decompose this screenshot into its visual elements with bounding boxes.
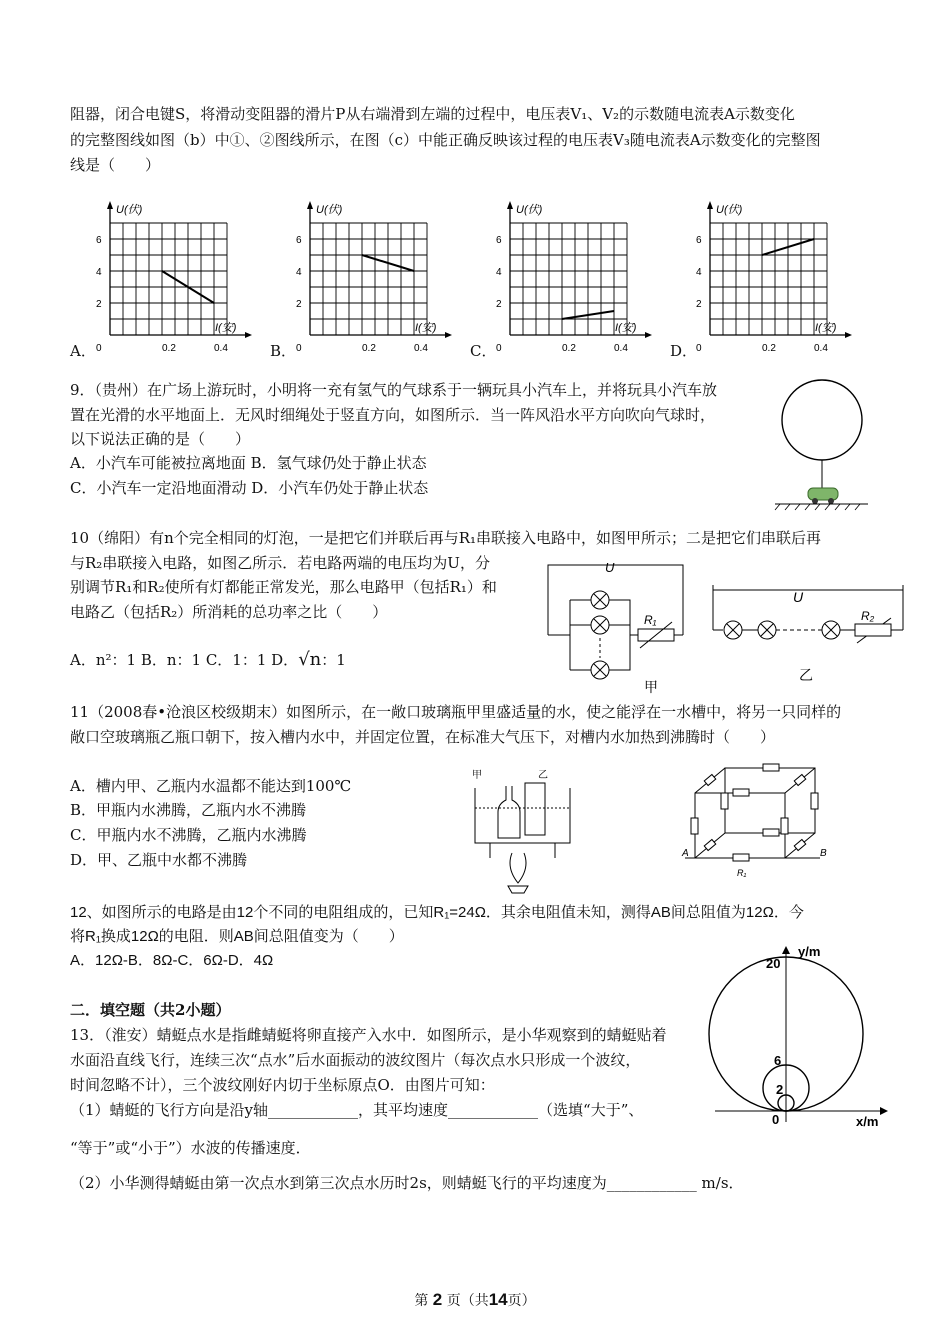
x-axis-label: I(安): [615, 322, 637, 334]
graph-option-letter: D．: [670, 342, 698, 360]
svg-text:6: 6: [774, 1053, 782, 1068]
q9-line-2: 置在光滑的水平地面上．无风时细绳处于竖直方向，如图所示．当一阵风沿水平方向吹向气球时，: [70, 406, 716, 424]
x-tick-label: 0: [296, 343, 302, 354]
x-tick-label: 0: [696, 343, 702, 354]
q10-line-2: 与R₂串联接入电路，如图乙所示．若电路两端的电压均为U，分: [70, 554, 490, 572]
balloon-figure: [770, 378, 870, 513]
graph-option-letter: C．: [470, 342, 497, 360]
q10-line-1: 10（绵阳）有n个完全相同的灯泡，一是把它们并联后再与R₁串联接入电路中，如图甲所示；二是把它们串联后再: [70, 529, 822, 547]
q11-option-d: D．甲、乙瓶中水都不沸腾: [70, 851, 248, 869]
ripple-figure: [710, 944, 890, 1134]
intro-line-1: 阻器，闭合电键S，将滑动变阻器的滑片P从右端滑到左端的过程中，电压表V₁、V₂的示数随电流表A示数变化: [70, 105, 795, 123]
y-axis-label: U(伏): [316, 204, 343, 216]
svg-text:x/m: x/m: [856, 1114, 879, 1129]
q11-option-b: B．甲瓶内水沸腾，乙瓶内水不沸腾: [70, 801, 307, 819]
y-tick-label: 6: [96, 235, 102, 246]
ui-graph: [490, 195, 660, 360]
svg-text:y/m: y/m: [798, 944, 821, 959]
q11-line-1: 11（2008春•沧浪区校级期末）如图所示，在一敞口玻璃瓶甲里盛适量的水，使之能浮在一水槽中，将另一只同样的: [70, 703, 842, 721]
intro-line-2: 的完整图线如图（b）中①、②图线所示，在图（c）中能正确反映该过程的电压表V₃随电流表A示数变化的完整图: [70, 131, 821, 149]
svg-text:R₁: R₁: [644, 613, 657, 627]
svg-text:乙: 乙: [538, 770, 548, 781]
x-axis-label: I(安): [215, 322, 237, 334]
y-tick-label: 6: [696, 235, 702, 246]
resistor-cube-figure: [680, 758, 835, 883]
x-axis-label: I(安): [815, 322, 837, 334]
x-tick-label: 0.2: [362, 343, 376, 354]
q12-options: A．12Ω-B．8Ω-C．6Ω-D．4Ω: [70, 952, 274, 969]
q13-line-5: “等于”或“小于”）水波的传播速度．: [70, 1139, 311, 1157]
x-tick-label: 0.2: [562, 343, 576, 354]
y-tick-label: 4: [496, 267, 502, 278]
page-footer: 第 2 页（共14页）: [414, 1290, 536, 1309]
graph-option-letter: B．: [270, 342, 297, 360]
circuit-yi: [705, 580, 910, 690]
svg-text:甲: 甲: [644, 679, 658, 695]
y-tick-label: 4: [696, 267, 702, 278]
section-2-title: 二．填空题（共2小题）: [70, 1001, 231, 1019]
x-tick-label: 0.4: [214, 343, 228, 354]
x-tick-label: 0: [496, 343, 502, 354]
x-tick-label: 0.4: [414, 343, 428, 354]
svg-text:U: U: [605, 560, 615, 575]
x-tick-label: 0.2: [762, 343, 776, 354]
q13-line-2: 水面沿直线飞行，连续三次“点水”后水面振动的波纹图片（每次点水只形成一个波纹，: [70, 1051, 641, 1069]
q11-line-2: 敞口空玻璃瓶乙瓶口朝下，按入槽内水中，并固定位置，在标准大气压下，对槽内水加热到沸腾时（ ）: [70, 728, 776, 746]
intro-line-3: 线是（ ）: [70, 156, 161, 174]
y-axis-label: U(伏): [516, 204, 543, 216]
q9-options-cd: C．小汽车一定沿地面滑动 D．小汽车仍处于静止状态: [70, 479, 429, 497]
y-tick-label: 2: [496, 299, 502, 310]
y-tick-label: 2: [96, 299, 102, 310]
svg-text:乙: 乙: [799, 667, 813, 683]
ui-graph: [290, 195, 460, 360]
q10-options: A．n²：1 B．n：1 C．1：1 D．√n：1: [70, 649, 346, 670]
y-tick-label: 2: [296, 299, 302, 310]
y-tick-label: 4: [296, 267, 302, 278]
q11-option-a: A．槽内甲、乙瓶内水温都不能达到100℃: [70, 777, 352, 795]
y-axis-label: U(伏): [116, 204, 143, 216]
toy-car-icon: [808, 488, 838, 500]
svg-text:R₁: R₁: [737, 868, 747, 878]
q9-line-1: 9．（贵州）在广场上游玩时，小明将一充有氢气的气球系于一辆玩具小汽车上，并将玩具小汽车放: [70, 381, 718, 399]
y-tick-label: 4: [96, 267, 102, 278]
q13-line-6: （2）小华测得蜻蜓由第一次点水到第三次点水历时2s，则蜻蜓飞行的平均速度为____________ m/s．: [70, 1174, 744, 1192]
q13-line-1: 13．（淮安）蜻蜓点水是指雌蜻蜓将卵直接产入水中．如图所示，是小华观察到的蜻蜓贴着: [70, 1026, 667, 1044]
x-axis-label: I(安): [415, 322, 437, 334]
circuit-jia: [540, 560, 700, 695]
svg-text:U: U: [793, 589, 804, 605]
svg-text:甲: 甲: [472, 770, 482, 781]
svg-text:2: 2: [776, 1082, 784, 1097]
svg-text:B: B: [820, 848, 827, 859]
y-tick-label: 6: [296, 235, 302, 246]
x-tick-label: 0.4: [814, 343, 828, 354]
y-tick-label: 2: [696, 299, 702, 310]
q10-line-3: 别调节R₁和R₂使所有灯都能正常发光，那么电路甲（包括R₁）和: [70, 578, 497, 596]
y-axis-label: U(伏): [716, 204, 743, 216]
q12-line-2: 将R₁换成12Ω的电阻．则AB间总阻值变为（ ）: [70, 928, 404, 945]
q13-line-3: 时间忽略不计），三个波纹刚好内切于坐标原点O．由图片可知：: [70, 1076, 495, 1094]
ui-graph: [90, 195, 260, 360]
svg-text:A: A: [682, 848, 689, 859]
y-tick-label: 6: [496, 235, 502, 246]
q13-line-4: （1）蜻蜓的飞行方向是沿y轴____________，其平均速度____________（选填“大于”、: [70, 1101, 644, 1119]
ui-graph: [690, 195, 860, 360]
svg-text:0: 0: [772, 1112, 780, 1127]
x-tick-label: 0.4: [614, 343, 628, 354]
q9-line-3: 以下说法正确的是（ ）: [70, 430, 251, 448]
q9-options-ab: A．小汽车可能被拉离地面 B．氢气球仍处于静止状态: [70, 454, 427, 472]
bottle-figure: [470, 768, 580, 893]
svg-text:20: 20: [766, 956, 781, 971]
x-tick-label: 0: [96, 343, 102, 354]
svg-text:R₂: R₂: [861, 609, 875, 623]
x-tick-label: 0.2: [162, 343, 176, 354]
graph-option-letter: A．: [70, 342, 96, 360]
q12-line-1: 12、如图所示的电路是由12个不同的电阻组成的，已知R₁=24Ω．其余电阻值未知，测得AB间总阻值为12Ω．今: [70, 904, 804, 921]
q11-option-c: C．甲瓶内水不沸腾，乙瓶内水沸腾: [70, 826, 307, 844]
q10-line-4: 电路乙（包括R₂）所消耗的总功率之比（ ）: [70, 603, 388, 621]
